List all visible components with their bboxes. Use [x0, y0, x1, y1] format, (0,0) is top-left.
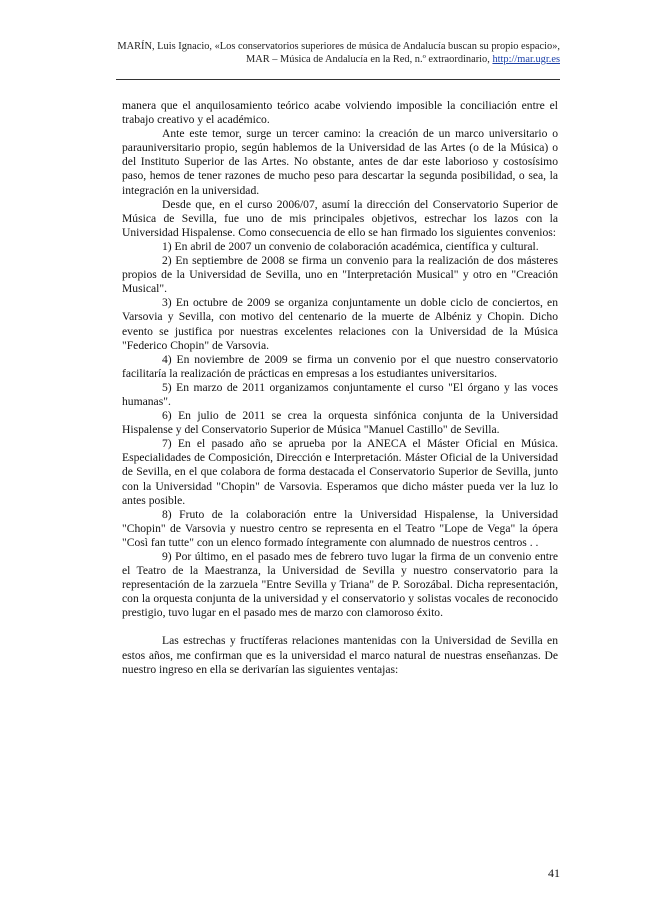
list-item: 3) En octubre de 2009 se organiza conjuntamente un doble ciclo de conciertos, en Varsovia y Sevilla, con motivo del centenario de la muerte de Albéniz y Chopin. Dicho evento se justifica por nuestras excelentes relaciones con la Universidad de la Música "Federico Chopin" de Varsovia. — [122, 296, 558, 352]
list-item: 5) En marzo de 2011 organizamos conjuntamente el curso "El órgano y las voces humanas". — [122, 380, 558, 408]
body-text — [122, 99, 558, 677]
list-item: 8) Fruto de la colaboración entre la Universidad Hispalense, la Universidad "Chopin" de Varsovia y nuestro centro se representa en el Teatro "Lope de Vega" la ópera "Così fan tutte" con un elenco formado íntegramente con alumnado de nuestros centros . . — [122, 507, 558, 549]
header-citation: MARÍN, Luis Ignacio, «Los conservatorios superiores de música de Andalucía buscan su propio espacio», MAR – Música de Andalucía en la Red, n.º extraordinario, — [117, 41, 560, 65]
paragraph: Ante este temor, surge un tercer camino: la creación de un marco universitario o parauniversitario propio, según hablemos de la Universidad de las Artes (o de la Música) o del Instituto Superior de las Artes. No obstante, antes de dar este laborioso y costosísimo paso, hemos de tener razones de mucho peso para descartar la segunda posibilidad, o sea, la integración en la universidad. — [122, 127, 558, 197]
list-item: 6) En julio de 2011 se crea la orquesta sinfónica conjunta de la Universidad Hispalense y del Conservatorio Superior de Música "Manuel Castillo" de Sevilla. — [122, 409, 558, 437]
page-header — [116, 40, 560, 66]
list-item: 2) En septiembre de 2008 se firma un convenio para la realización de dos másteres propios de la Universidad de Sevilla, uno en "Interpretación Musical" y otro en "Creación Musical". — [122, 254, 558, 296]
paragraph: manera que el anquilosamiento teórico acabe volviendo imposible la conciliación entre el trabajo creativo y el académico. — [122, 99, 558, 127]
paragraph: Desde que, en el curso 2006/07, asumí la dirección del Conservatorio Superior de Música de Sevilla, fue uno de mis principales objetivos, estrechar los lazos con la Universidad Hispalense. Como consecuencia de ello se han firmado los siguientes convenios: — [122, 197, 558, 239]
list-item: 1) En abril de 2007 un convenio de colaboración académica, científica y cultural. — [162, 239, 539, 253]
header-url-link[interactable]: http://mar.ugr.es — [492, 54, 560, 65]
paragraph: Las estrechas y fructíferas relaciones mantenidas con la Universidad de Sevilla en estos años, me confirman que es la universidad el marco natural de nuestras enseñanzas. De nuestro ingreso en ella se derivarían las siguientes ventajas: — [122, 634, 558, 676]
page-number: 41 — [548, 866, 560, 880]
list-item: 9) Por último, en el pasado mes de febrero tuvo lugar la firma de un convenio entre el Teatro de la Maestranza, la Universidad de Sevilla y nuestro conservatorio para la representación de la zarzuela "Entre Sevilla y Triana" de P. Sorozábal. Dicha representación, con la orquesta conjunta de la universidad y el conservatorio y solistas vocales de reconocido prestigio, tuvo lugar en el pasado mes de marzo con clamoroso éxito. — [122, 550, 558, 620]
header-rule — [116, 79, 560, 80]
list-item: 7) En el pasado año se aprueba por la ANECA el Máster Oficial en Música. Especialidades de Composición, Dirección e Interpretación. Máster Oficial de la Universidad de Sevilla, en el que colabora de forma destacada el Conservatorio Superior de Sevilla, junto con la Universidad "Chopin" de Varsovia. Esperamos que dicho máster pueda ver la luz lo antes posible. — [122, 437, 558, 507]
list-item: 4) En noviembre de 2009 se firma un convenio por el que nuestro conservatorio facilitaría la realización de prácticas en empresas a los estudiantes universitarios. — [122, 352, 558, 380]
